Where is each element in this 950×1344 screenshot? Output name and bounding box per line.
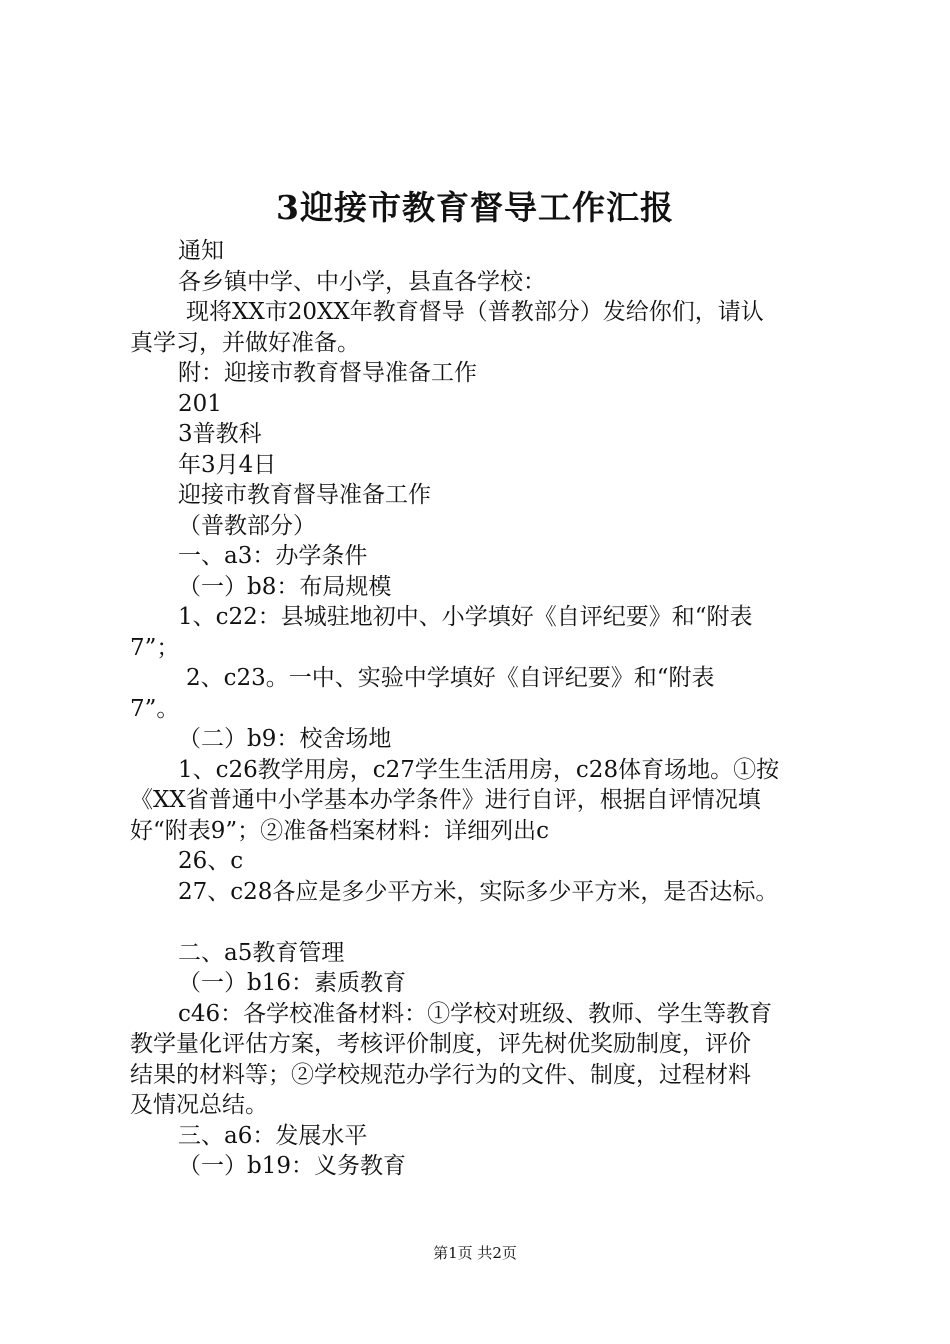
paragraph-line: 3普教科 bbox=[178, 421, 262, 447]
paragraph-line: （一）b19：义务教育 bbox=[178, 1153, 406, 1179]
paragraph-line: （二）b9：校舍场地 bbox=[178, 726, 392, 752]
paragraph-line: 1、c22：县城驻地初中、小学填好《自评纪要》和“附表 bbox=[178, 604, 753, 630]
paragraph-line: 迎接市教育督导准备工作 bbox=[178, 482, 431, 508]
paragraph-line: 好“附表9”；②准备档案材料：详细列出c bbox=[130, 817, 550, 844]
paragraph-line: 及情况总结。 bbox=[130, 1092, 268, 1118]
paragraph-line: 各乡镇中学、中小学，县直各学校： bbox=[178, 268, 546, 295]
paragraph-line: 年3月4日 bbox=[178, 451, 277, 478]
paragraph-line: （一）b8：布局规模 bbox=[178, 573, 392, 600]
paragraph-line: 通知 bbox=[178, 238, 224, 264]
paragraph-line: 一、a3：办学条件 bbox=[178, 543, 368, 569]
paragraph-line: 附：迎接市教育督导准备工作 bbox=[178, 360, 477, 386]
paragraph-line: （一）b16：素质教育 bbox=[178, 970, 406, 996]
paragraph-line: 《XX省普通中小学基本办学条件》进行自评，根据自评情况填 bbox=[130, 787, 761, 813]
paragraph-line: 教学量化评估方案，考核评价制度，评先树优奖励制度，评价 bbox=[130, 1031, 751, 1057]
paragraph-line: 26、c bbox=[178, 848, 244, 874]
paragraph-line: 7”。 bbox=[130, 695, 180, 722]
document-body bbox=[130, 236, 830, 1182]
paragraph-line: 201 bbox=[178, 390, 222, 417]
blank-line bbox=[130, 907, 830, 938]
paragraph-line: 现将XX市20XX年教育督导（普教部分）发给你们，请认 bbox=[186, 299, 764, 325]
paragraph-line: 7”； bbox=[130, 634, 180, 661]
document-title: 3迎接市教育督导工作汇报 bbox=[276, 188, 674, 227]
paragraph-line: 二、a5教育管理 bbox=[178, 939, 345, 966]
paragraph-line: 三、a6：发展水平 bbox=[178, 1122, 368, 1149]
paragraph-line: （普教部分） bbox=[178, 512, 316, 539]
paragraph-line: 27、c28各应是多少平方米，实际多少平方米，是否达标。 bbox=[178, 878, 779, 905]
paragraph-line: 真学习，并做好准备。 bbox=[130, 329, 360, 356]
paragraph-line: 1、c26教学用房，c27学生生活用房，c28体育场地。①按 bbox=[178, 756, 780, 783]
page-footer: 第1页 共2页 bbox=[433, 1244, 517, 1262]
paragraph-line: 2、c23。一中、实验中学填好《自评纪要》和“附表 bbox=[186, 665, 715, 691]
paragraph-line: 结果的材料等；②学校规范办学行为的文件、制度，过程材料 bbox=[130, 1061, 751, 1088]
paragraph-line: c46：各学校准备材料：①学校对班级、教师、学生等教育 bbox=[178, 1000, 773, 1027]
